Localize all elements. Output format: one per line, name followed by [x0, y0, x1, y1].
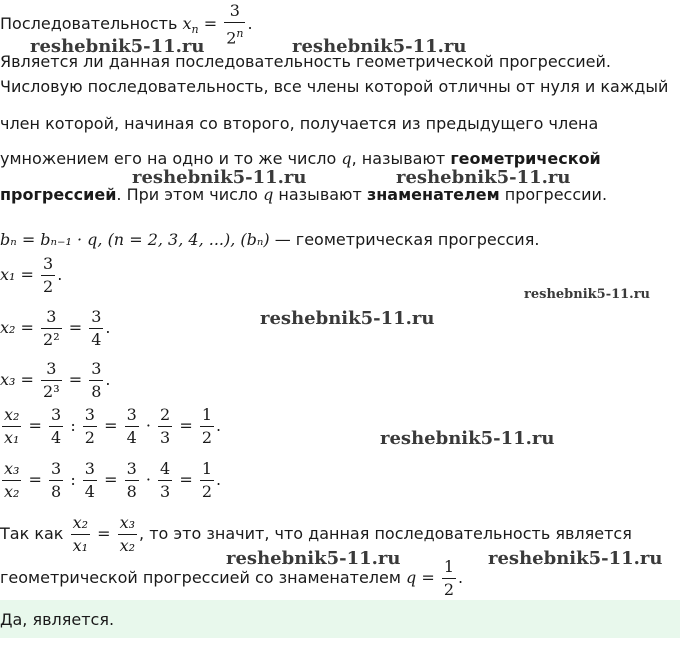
question-text: Является ли данная последовательность геометрической прогрессией.	[0, 52, 611, 71]
x1-equation: x₁ = $\frac{3}{2}$ .	[0, 254, 63, 296]
watermark: reshebnik5-11.ru	[30, 36, 205, 57]
progression-formula: bₙ = bₙ₋₁ · q, (n = 2, 3, 4, ...), (bₙ) — геометрическая прогрессия.	[0, 230, 540, 249]
problem-statement: Последовательность $x_n$ = $\frac{3}{2^n}$ .	[0, 1, 253, 48]
ratio-x2-x1: $\frac{\text{x₂}}{\text{x₁}}$ = $\frac{3}{4}$ : $\frac{3}{2}$ = $\frac{3}{4}$ · $\frac{2}{3}$ = $\frac{1}{2}$ .	[4, 405, 222, 447]
sequence-var: $x_n$	[182, 14, 199, 37]
watermark: reshebnik5-11.ru	[488, 548, 663, 569]
watermark: reshebnik5-11.ru	[396, 167, 571, 188]
answer-text: Да, является.	[0, 610, 115, 629]
watermark: reshebnik5-11.ru	[524, 287, 651, 302]
watermark: reshebnik5-11.ru	[132, 167, 307, 188]
conclusion-line-1: Так как $\frac{\text{x₂}}{\text{x₁}}$ = $\frac{\text{x₃}}{\text{x₂}}$ , то это значит, что данная последовательность является	[0, 513, 632, 555]
definition-line-2: член которой, начиная со второго, получается из предыдущего члена	[0, 114, 599, 133]
problem-text: Последовательность	[0, 14, 178, 34]
x3-equation: x₃ = $\frac{3}{\text{2³}}$ = $\frac{3}{8}$ .	[0, 359, 111, 401]
conclusion-line-2: геометрической прогрессией со знаменателем q = $\frac{1}{2}$ .	[0, 557, 464, 599]
x2-equation: x₂ = $\frac{3}{\text{2²}}$ = $\frac{3}{4}$ .	[0, 307, 111, 349]
watermark: reshebnik5-11.ru	[226, 548, 401, 569]
definition-line-4: прогрессией. При этом число q называют знаменателем прогрессии.	[0, 185, 608, 204]
ratio-x3-x2: $\frac{\text{x₃}}{\text{x₂}}$ = $\frac{3}{8}$ : $\frac{3}{4}$ = $\frac{3}{8}$ · $\frac{4}{3}$ = $\frac{1}{2}$ .	[4, 459, 222, 501]
definition-line-1: Числовую последовательность, все члены которой отличны от нуля и каждый	[0, 77, 669, 96]
answer-box	[0, 600, 680, 638]
watermark: reshebnik5-11.ru	[292, 36, 467, 57]
watermark: reshebnik5-11.ru	[260, 308, 435, 329]
watermark: reshebnik5-11.ru	[380, 428, 555, 449]
sequence-fraction: $\frac{3}{2^n}$	[226, 1, 244, 48]
definition-line-3: умножением его на одно и то же число q, называют геометрической	[0, 149, 601, 168]
